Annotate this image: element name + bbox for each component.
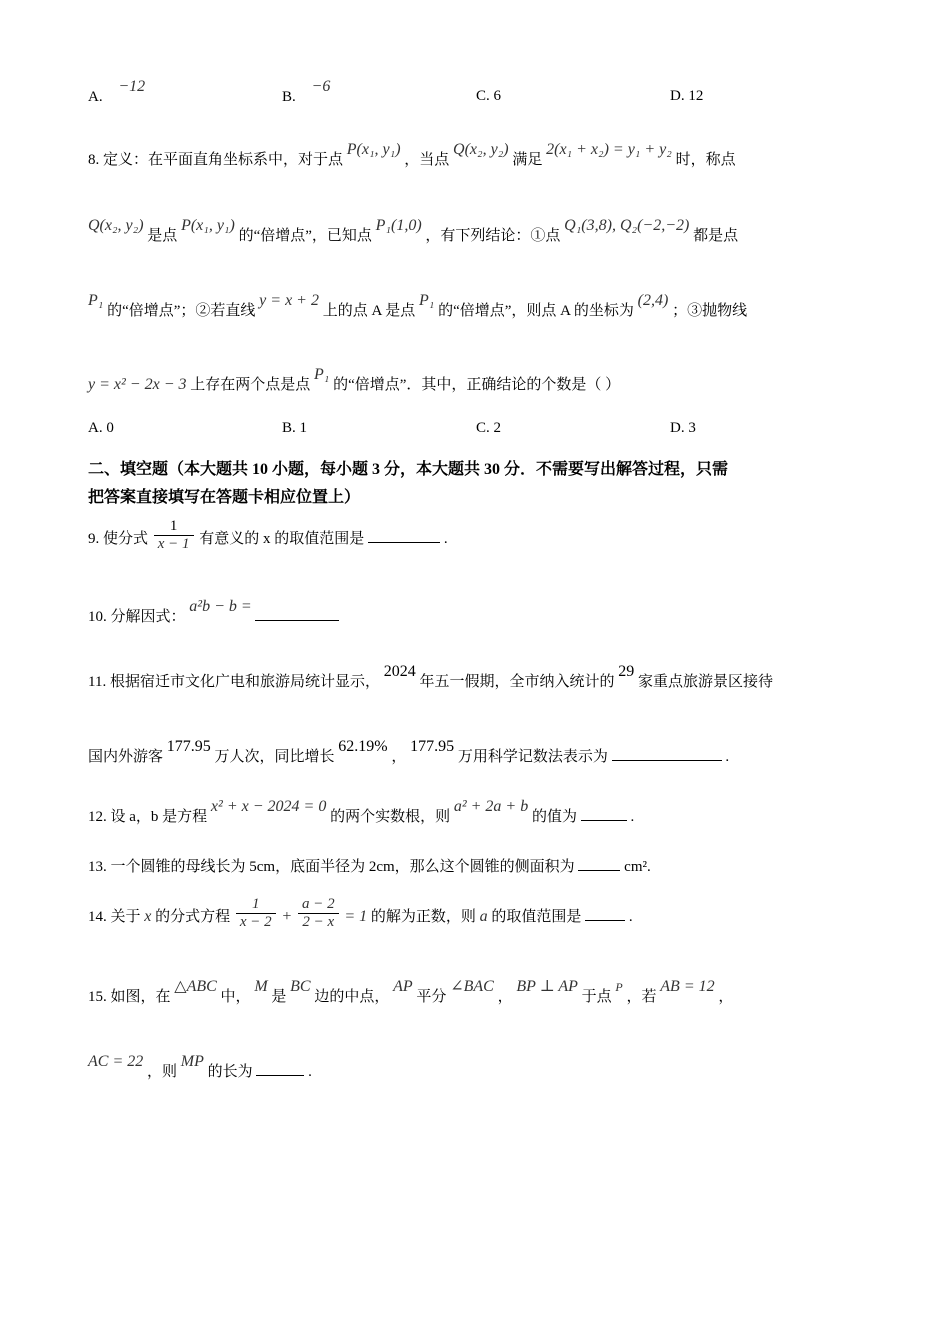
q8-option-d: D. 3 [670,420,696,436]
q7-option-b: B. −6 [282,78,331,105]
q11-line1: 11. 根据宿迁市文化广电和旅游局统计显示， 2024 年五一假期，全市纳入统计的 29 家重点旅游景区接待 [88,663,773,690]
q8-line4: y = x² − 2x − 3 上存在两个点是点 P₁ 的“倍增点”．其中，正确结论的个数是（ ） [88,366,621,393]
q14-answer-blank[interactable] [585,906,625,921]
q11-line2: 国内外游客 177.95 万人次，同比增长 62.19% ， 177.95 万用科学记数法表示为 . [88,738,730,765]
q13: 13. 一个圆锥的母线长为 5cm，底面半径为 2cm，那么这个圆锥的侧面积为 cm². [88,855,651,876]
q14-fraction-2: $\frac{a - 2}{2 - x}$ [298,896,339,931]
q10: 10. 分解因式： a²b − b = [88,605,339,626]
q8-line2: Q(x₂, y₂) 是点 P(x₁, y₁) 的“倍增点”，已知点 P₁(1,0) ，有下列结论：①点 Q₁(3,8), Q₂(−2,−2) 都是点 [88,217,739,244]
q8-option-b: B. 1 [282,420,308,436]
q14: 14. 关于 x 的分式方程 $\frac{1}{x - 2}$ + $\frac{a - 2}{2 - x}$ = 1 的解为正数，则 a 的取值范围是 . [88,896,633,930]
q7-option-c: C. 6 [476,88,502,104]
q7-option-a: A. −12 [88,78,146,105]
q8-line1: 8. 定义：在平面直角坐标系中，对于点 P(x₁, y₁) ，当点 Q(x₂, y₂) 满足 2(x₁ + x₂) = y₁ + y₂ 时，称点 [88,141,736,168]
q15-line2: AC = 22 ，则 MP 的长为 . [88,1053,312,1080]
q11-answer-blank[interactable] [612,746,722,761]
q8-option-a: A. 0 [88,420,114,436]
q15-line1: 15. 如图，在 △ABC 中， M 是 BC 边的中点， AP 平分 ∠BAC ， BP ⊥ AP 于点 $^P$ ，若 AB = 12 ， [88,978,734,1005]
q9-answer-blank[interactable] [368,528,440,543]
q9: 9. 使分式 $\frac{1}{x - 1}$ 有意义的 x 的取值范围是 . [88,518,448,552]
q12-answer-blank[interactable] [581,806,627,821]
q8-line3: P₁ 的“倍增点”；②若直线 y = x + 2 上的点 A 是点 P₁ 的“倍增点”，则点 A 的坐标为 (2,4) ；③抛物线 [88,292,748,319]
q14-fraction-1: $\frac{1}{x - 2}$ [236,896,276,931]
section-2-heading-line2: 把答案直接填写在答题卡相应位置上） [88,489,361,506]
q15-answer-blank[interactable] [256,1061,304,1076]
q7-option-d: D. 12 [670,88,704,104]
section-2-heading-line1: 二、填空题（本大题共 10 小题，每小题 3 分，本大题共 30 分．不需要写出解答过程，只需 [88,461,729,478]
q13-answer-blank[interactable] [578,856,620,871]
q9-fraction: $\frac{1}{x - 1}$ [154,518,194,553]
q12: 12. 设 a，b 是方程 x² + x − 2024 = 0 的两个实数根，则 a² + 2a + b 的值为 . [88,798,635,825]
q10-answer-blank[interactable] [255,606,339,621]
q8-option-c: C. 2 [476,420,502,436]
